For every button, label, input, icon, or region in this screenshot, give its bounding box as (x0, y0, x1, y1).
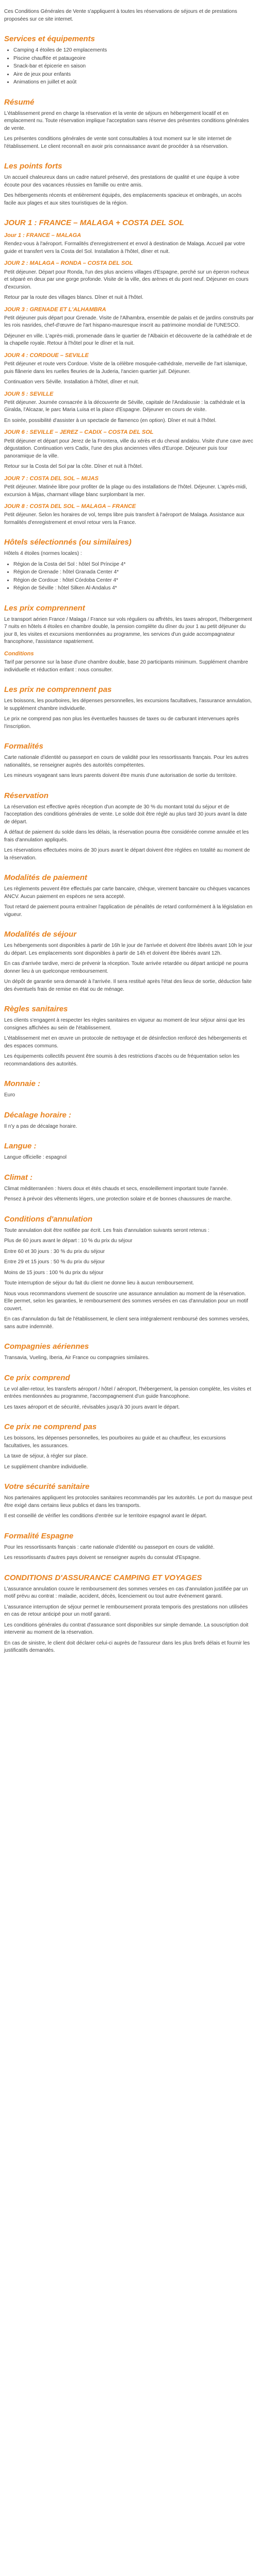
paragraph: L'établissement met en œuvre un protocole de nettoyage et de désinfection renforcé des hébergements et des espaces communs. (4, 1036, 247, 1049)
bullet-list (4, 47, 254, 87)
paragraph: Les boissons, les dépenses personnelles, les pourboires au guide et au chauffeur, les excursions facultatives, les assurances. (4, 1435, 226, 1449)
section-decalage-horaire (4, 1111, 254, 1131)
paragraph: Tarif par personne sur la base d'une chambre double, base 20 participants minimum. Supplément chambre individuelle et réduction enfant : nous consulter. (4, 659, 248, 673)
paragraph: Il est conseillé de vérifier les conditions d'entrée sur le territoire espagnol avant le départ. (4, 1513, 207, 1519)
paragraph: Transavia, Vueling, Iberia, Air France ou compagnies similaires. (4, 1355, 150, 1361)
sections-container (4, 35, 254, 1655)
section-les-prix-ne-comprennent-pas (4, 685, 254, 731)
paragraph: En cas de sinistre, le client doit déclarer celui-ci auprès de l'assureur dans les plus brefs délais et fournir les justificatifs demandés. (4, 1640, 250, 1654)
section-modalites-de-paiement (4, 873, 254, 919)
paragraph: Petit déjeuner. Départ pour Ronda, l'un des plus anciens villages d'Espagne, perché sur un éperon rocheux et séparé en deux par une gorge profonde. Visite de la ville, des arènes et du pont neuf. Déjeuner en cours d'excursion. (4, 269, 249, 290)
paragraph: Entre 29 et 15 jours : 50 % du prix du séjour (4, 1259, 105, 1265)
list-item: • Région de Cordoue : hôtel Córdoba Center 4* (13, 577, 254, 585)
section-heading: Langue : (4, 1142, 37, 1151)
section-regles-sanitaires (4, 1005, 254, 1068)
section-heading: Les points forts (4, 162, 62, 171)
section-heading: Monnaie : (4, 1079, 40, 1089)
section-conditions-d-annulation (4, 1215, 254, 1331)
section-heading: CONDITIONS D'ASSURANCE CAMPING ET VOYAGES (4, 1573, 202, 1582)
paragraph: Les réservations effectuées moins de 30 jours avant le départ doivent être réglées en totalité au moment de la réservation. (4, 848, 250, 861)
list-item: • Région de Séville : hôtel Silken Al-Andalus 4* (13, 585, 254, 592)
paragraph: Pensez à prévoir des vêtements légers, une protection solaire et de bonnes chaussures de marche. (4, 1196, 232, 1202)
section-heading: Modalités de séjour (4, 930, 77, 939)
paragraph: Petit déjeuner et route vers Cordoue. Visite de la célèbre mosquée-cathédrale, merveille de l'art islamique, puis flânerie dans les ruelles fleuries de la Juderia, l'ancien quartier juif. Déjeuner. (4, 361, 247, 375)
subsection-heading: JOUR 8 : COSTA DEL SOL – MALAGA – FRANCE (4, 503, 136, 510)
paragraph: Les mineurs voyageant sans leurs parents doivent être munis d'une autorisation de sortie du territoire. (4, 773, 237, 779)
subsection-heading: JOUR 4 : CORDOUE – SEVILLE (4, 352, 89, 359)
paragraph: Un accueil chaleureux dans un cadre naturel préservé, des prestations de qualité et une équipe à votre écoute pour des vacances réussies en famille ou entre amis. (4, 175, 239, 188)
paragraph: Toute annulation doit être notifiée par écrit. Les frais d'annulation suivants seront retenus : (4, 1227, 209, 1233)
subsection-heading: JOUR 7 : COSTA DEL SOL – MIJAS (4, 475, 99, 482)
list-item: • Région de la Costa del Sol : hôtel Sol Príncipe 4* (13, 561, 254, 569)
list-item: • Camping 4 étoiles de 120 emplacements (13, 47, 254, 55)
section-heading: Climat : (4, 1173, 33, 1182)
paragraph: Un dépôt de garantie sera demandé à l'arrivée. Il sera restitué après l'état des lieux de sortie, déduction faite des éventuels frais de remise en état ou de ménage. (4, 979, 252, 992)
paragraph: Tout retard de paiement pourra entraîner l'application de pénalités de retard conformément à la législation en vigueur. (4, 904, 253, 918)
section-heading: Règles sanitaires (4, 1005, 68, 1014)
paragraph: Le supplément chambre individuelle. (4, 1464, 88, 1470)
section-heading: JOUR 1 : FRANCE – MALAGA + COSTA DEL SOL (4, 218, 184, 227)
paragraph: Les hébergements sont disponibles à partir de 16h le jour de l'arrivée et doivent être libérés avant 10h le jour du départ. Les emplacements sont disponibles à partir de 14h et doivent être libérés avant 12h. (4, 943, 253, 956)
paragraph: Les boissons, les pourboires, les dépenses personnelles, les excursions facultatives, l'assurance annulation, le supplément chambre individuelle. (4, 698, 252, 711)
paragraph: Nous vous recommandons vivement de souscrire une assurance annulation au moment de la réservation. Elle permet, selon les garanties, le remboursement des sommes versées en cas d'annulation pour un motif couvert. (4, 1291, 248, 1312)
paragraph: Langue officielle : espagnol (4, 1155, 67, 1161)
section-services-et-equipements (4, 35, 254, 87)
paragraph: L'assurance interruption de séjour permet le remboursement prorata temporis des prestations non utilisées en cas de retour anticipé pour un motif garanti. (4, 1604, 248, 1618)
section-climat (4, 1173, 254, 1204)
paragraph: Des hébergements récents et entièrement équipés, des emplacements spacieux et ombragés, un accès facile aux plages et aux sites touristiques de la région. (4, 193, 242, 206)
paragraph: Nos partenaires appliquent les protocoles sanitaires recommandés par les autorités. Le port du masque peut être exigé dans certains lieux publics et dans les transports. (4, 1495, 252, 1509)
paragraph: L'établissement prend en charge la réservation et la vente de séjours en hébergement locatif et en emplacement nu. Toute réservation implique l'acceptation sans réserve des présentes conditions générales de vente. (4, 110, 249, 131)
paragraph: Il n'y a pas de décalage horaire. (4, 1123, 77, 1129)
subsection-heading: JOUR 5 : SEVILLE (4, 391, 54, 397)
section-heading: Décalage horaire : (4, 1110, 72, 1120)
paragraph: Le transport aérien France / Malaga / France sur vols réguliers ou affrétés, les taxes aéroport, l'hébergement 7 nuits en hôtels 4 étoiles en chambre double, la pension complète du dîner du jour 1 au petit déjeuner du jour 8, les visites et excursions mentionnées au programme, les services d'un guide accompagnateur francophone, l'assistance rapatriement. (4, 616, 252, 645)
paragraph: Les conditions générales du contrat d'assurance sont disponibles sur simple demande. La souscription doit intervenir au moment de la réservation. (4, 1622, 249, 1636)
section-subheading: Jour 1 : FRANCE – MALAGA (4, 232, 82, 239)
bullet-list (4, 561, 254, 592)
paragraph: Rendez-vous à l'aéroport. Formalités d'enregistrement et envol à destination de Malaga. Accueil par votre guide et transfert vers la Costa del Sol. Installation à l'hôtel, dîner et nuit. (4, 241, 245, 255)
list-item: • Snack-bar et épicerie en saison (13, 63, 254, 71)
section-votre-securite-sanitaire (4, 1482, 254, 1520)
list-item: • Piscine chauffée et pataugeoire (13, 55, 254, 63)
paragraph: Les ressortissants d'autres pays doivent se renseigner auprès du consulat d'Espagne. (4, 1555, 201, 1561)
paragraph: Hôtels 4 étoiles (normes locales) : (4, 551, 82, 557)
section-ce-prix-comprend (4, 1374, 254, 1412)
section-heading: Réservation (4, 791, 49, 800)
subsection-heading: JOUR 6 : SEVILLE – JEREZ – CADIX – COSTA DEL SOL (4, 429, 154, 436)
paragraph: Les taxes aéroport et de sécurité, révisables jusqu'à 30 jours avant le départ. (4, 1404, 180, 1410)
paragraph: En cas d'annulation du fait de l'établissement, le client sera intégralement remboursé des sommes versées, sans autre indemnité. (4, 1316, 250, 1330)
paragraph: Retour sur la Costa del Sol par la côte. Dîner et nuit à l'hôtel. (4, 464, 143, 470)
section-formalite-espagne (4, 1532, 254, 1562)
paragraph: En soirée, possibilité d'assister à un spectacle de flamenco (en option). Dîner et nuit à l'hôtel. (4, 417, 217, 423)
paragraph: Pour les ressortissants français : carte nationale d'identité ou passeport en cours de validité. (4, 1544, 215, 1550)
paragraph: Déjeuner en ville. L'après-midi, promenade dans le quartier de l'Albaicin et découverte de la cathédrale et de la chapelle royale. Retour à l'hôtel pour le dîner et la nuit. (4, 333, 252, 347)
paragraph: Petit déjeuner. Matinée libre pour profiter de la plage ou des installations de l'hôtel. Déjeuner. L'après-midi, excursion à Mijas, charmant village blanc surplombant la mer. (4, 484, 247, 498)
section-heading: Ce prix ne comprend pas (4, 1422, 97, 1432)
subsection-heading: JOUR 3 : GRENADE ET L'ALHAMBRA (4, 306, 106, 313)
paragraph: Les équipements collectifs peuvent être soumis à des restrictions d'accès ou de fréquentation selon les recommandations des autorités. (4, 1054, 240, 1067)
paragraph: Climat méditerranéen : hivers doux et étés chauds et secs, ensoleillement important toute l'année. (4, 1185, 228, 1192)
paragraph: Petit déjeuner et départ pour Jerez de la Frontera, ville du xérès et du cheval andalou. Visite d'une cave avec dégustation. Continuation vers Cadix, l'une des plus anciennes villes d'Europe. Déjeuner puis tour panoramique de la ville. (4, 438, 253, 459)
paragraph: Petit déjeuner. Journée consacrée à la découverte de Séville, capitale de l'Andalousie : la cathédrale et la Giralda, l'Alcazar, le parc Maria Luisa et la place d'Espagne. Déjeuner en cours de visite. (4, 399, 245, 413)
section-heading: Formalités (4, 742, 43, 751)
section-heading: Modalités de paiement (4, 873, 87, 883)
paragraph: Continuation vers Séville. Installation à l'hôtel, dîner et nuit. (4, 379, 139, 385)
paragraph: À défaut de paiement du solde dans les délais, la réservation pourra être considérée comme annulée et les frais d'annulation appliqués. (4, 829, 249, 843)
paragraph: Les clients s'engagent à respecter les règles sanitaires en vigueur au moment de leur séjour ainsi que les consignes affichées au sein de l'établissement. (4, 1018, 245, 1031)
paragraph: Plus de 60 jours avant le départ : 10 % du prix du séjour (4, 1238, 133, 1244)
section-heading: Conditions d'annulation (4, 1214, 93, 1224)
section-modalites-de-sejour (4, 930, 254, 993)
section-jour-1-france-malaga-costa-del-sol (4, 218, 254, 527)
section-heading: Compagnies aériennes (4, 1342, 89, 1351)
paragraph: Euro (4, 1092, 15, 1098)
paragraph: Le prix ne comprend pas non plus les éventuelles hausses de taxes ou de carburant intervenues après l'inscription. (4, 716, 239, 730)
section-formalites (4, 742, 254, 780)
section-heading: Ce prix comprend (4, 1373, 70, 1382)
section-heading: Votre sécurité sanitaire (4, 1482, 90, 1492)
section-heading: Résumé (4, 97, 35, 107)
intro-text: Ces Conditions Générales de Vente s'appliquent à toutes les réservations de séjours et de prestations proposées sur ce site internet. (4, 9, 237, 22)
subsection-heading: JOUR 2 : MALAGA – RONDA – COSTA DEL SOL (4, 260, 133, 267)
section-heading: Les prix comprennent (4, 603, 85, 613)
list-item: • Aire de jeux pour enfants (13, 71, 254, 79)
paragraph: Les présentes conditions générales de vente sont consultables à tout moment sur le site internet de l'établissement. Le client reconnaît en avoir pris connaissance avant de procéder à sa réservation. (4, 136, 232, 149)
section-monnaie (4, 1079, 254, 1099)
section-les-points-forts (4, 162, 254, 207)
paragraph: Toute interruption de séjour du fait du client ne donne lieu à aucun remboursement. (4, 1280, 195, 1286)
paragraph: Le vol aller-retour, les transferts aéroport / hôtel / aéroport, l'hébergement, la pension complète, les visites et entrées mentionnées au programme, l'accompagnement d'un guide francophone. (4, 1386, 251, 1400)
subsection-heading: Conditions (4, 650, 34, 657)
section-hotels-selectionnes-ou-similaires (4, 538, 254, 592)
section-heading: Hôtels sélectionnés (ou similaires) (4, 538, 132, 547)
section-compagnies-aeriennes (4, 1342, 254, 1362)
section-heading: Les prix ne comprennent pas (4, 685, 112, 694)
section-heading: Formalité Espagne (4, 1531, 74, 1540)
section-langue (4, 1142, 254, 1162)
paragraph: Carte nationale d'identité ou passeport en cours de validité pour les ressortissants français. Pour les autres nationalités, se renseigner auprès des autorités compétentes. (4, 755, 249, 768)
paragraph: La taxe de séjour, à régler sur place. (4, 1453, 88, 1460)
list-item: • Région de Grenade : hôtel Granada Center 4* (13, 569, 254, 577)
section-ce-prix-ne-comprend-pas (4, 1422, 254, 1471)
section-les-prix-comprennent (4, 604, 254, 674)
section-conditions-d-assurance-camping-et-voyage (4, 1573, 254, 1655)
paragraph: Les règlements peuvent être effectués par carte bancaire, chèque, virement bancaire ou chèques vacances ANCV. Aucun paiement en espèces ne sera accepté. (4, 886, 250, 900)
paragraph: Petit déjeuner. Selon les horaires de vol, temps libre puis transfert à l'aéroport de Malaga. Assistance aux formalités d'enregistrement et envol retour vers la France. (4, 512, 245, 526)
section-resume (4, 98, 254, 151)
paragraph: En cas d'arrivée tardive, merci de prévenir la réception. Toute arrivée retardée ou départ anticipé ne pourra donner lieu à un quelconque remboursement. (4, 961, 248, 974)
section-reservation (4, 791, 254, 862)
paragraph: La réservation est effective après réception d'un acompte de 30 % du montant total du séjour et de l'acceptation des conditions générales de vente. Le solde doit être réglé au plus tard 30 jours avant la date de départ. (4, 804, 247, 825)
paragraph: L'assurance annulation couvre le remboursement des sommes versées en cas d'annulation justifiée par un motif prévu au contrat : maladie, accident, décès, licenciement ou tout autre événement garanti. (4, 1586, 248, 1600)
paragraph: Entre 60 et 30 jours : 30 % du prix du séjour (4, 1248, 105, 1255)
section-heading: Services et équipements (4, 35, 95, 43)
list-item: • Animations en juillet et août (13, 79, 254, 87)
paragraph: Petit déjeuner puis départ pour Grenade. Visite de l'Alhambra, ensemble de palais et de jardins construits par les rois nasrides, chef-d'œuvre de l'art hispano-mauresque inscrit au patrimoine mondial de l'UNESCO. (4, 315, 254, 329)
paragraph: Retour par la route des villages blancs. Dîner et nuit à l'hôtel. (4, 295, 143, 301)
paragraph: Moins de 15 jours : 100 % du prix du séjour (4, 1269, 104, 1276)
